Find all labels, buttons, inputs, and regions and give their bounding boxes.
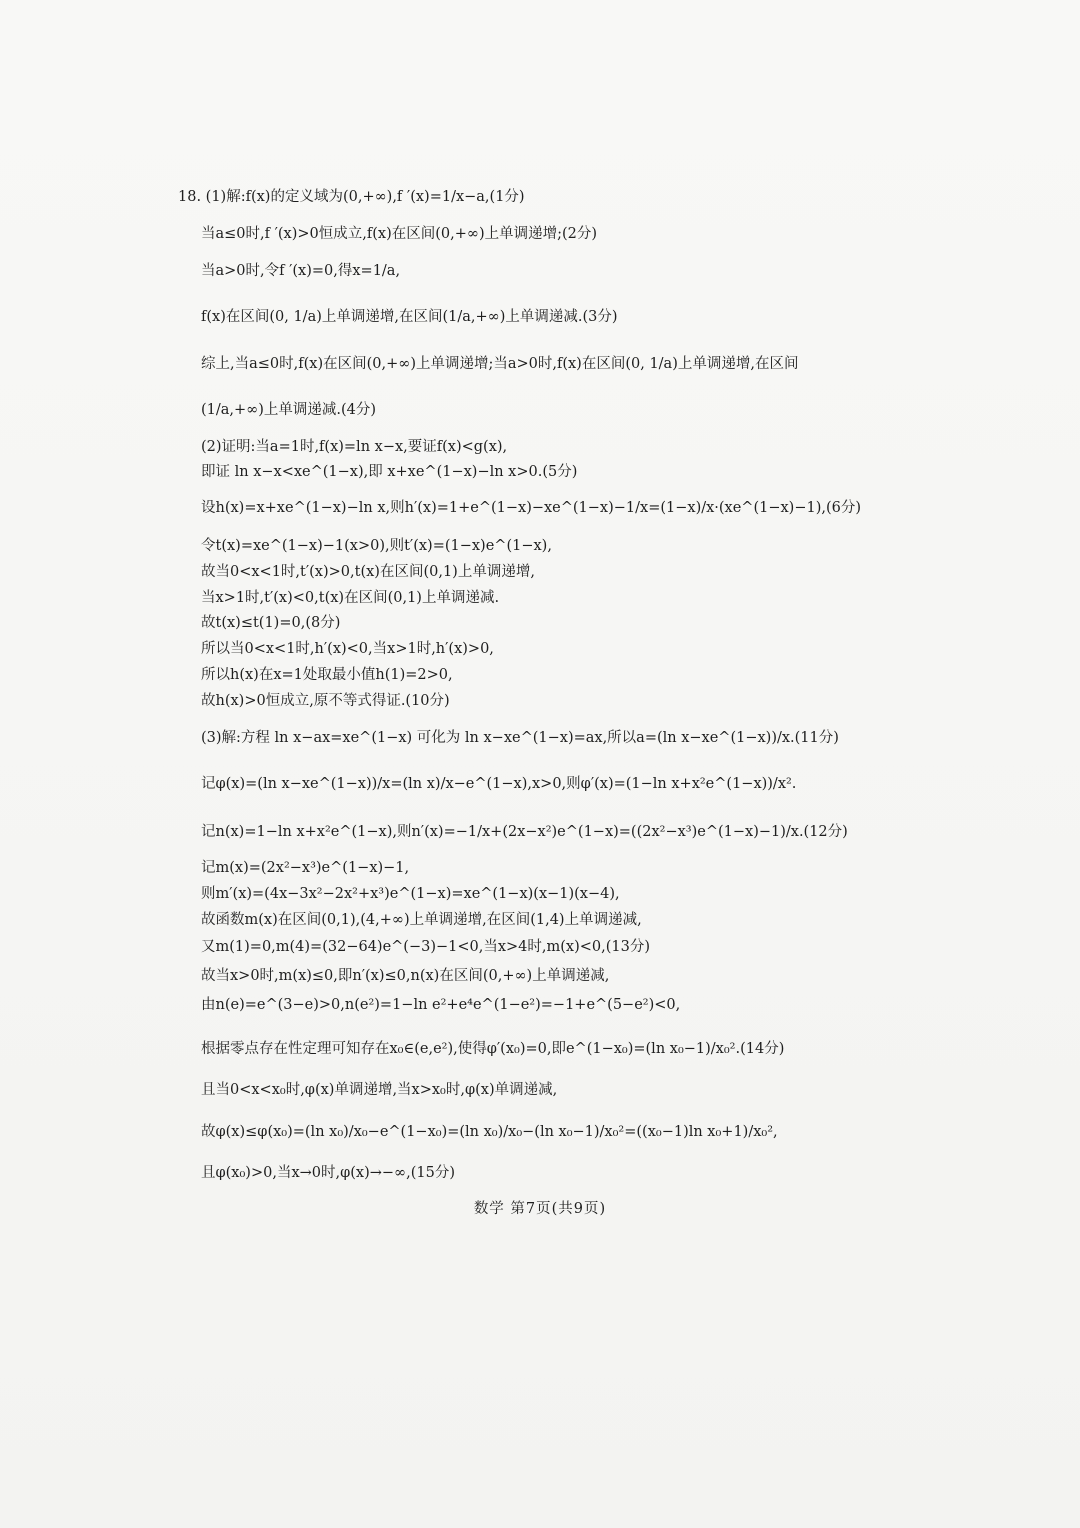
solution-line: 又m(1)=0,m(4)=(32−64)e^(−3)−1<0,当x>4时,m(x)<0,(13分) [201, 939, 651, 955]
solution-line: 根据零点存在性定理可知存在x₀∈(e,e²),使得φ′(x₀)=0,即e^(1−x₀)=(ln x₀−1)/x₀².(14分) [201, 1041, 785, 1057]
solution-line: 故h(x)>0恒成立,原不等式得证.(10分) [201, 693, 450, 709]
solution-line: 记n(x)=1−ln x+x²e^(1−x),则n′(x)=−1/x+(2x−x²)e^(1−x)=((2x²−x³)e^(1−x)−1)/x.(12分) [201, 824, 848, 840]
solution-line: 综上,当a≤0时,f(x)在区间(0,+∞)上单调递增;当a>0时,f(x)在区间(0, 1/a)上单调递增,在区间 [201, 356, 799, 372]
solution-line: 则m′(x)=(4x−3x²−2x²+x³)e^(1−x)=xe^(1−x)(x−1)(x−4), [201, 886, 620, 902]
solution-line: 由n(e)=e^(3−e)>0,n(e²)=1−ln e²+e⁴e^(1−e²)=−1+e^(5−e²)<0, [201, 997, 681, 1013]
solution-line: 设h(x)=x+xe^(1−x)−ln x,则h′(x)=1+e^(1−x)−xe^(1−x)−1/x=(1−x)/x·(xe^(1−x)−1),(6分) [201, 500, 862, 516]
solution-line: 令t(x)=xe^(1−x)−1(x>0),则t′(x)=(1−x)e^(1−x), [201, 538, 552, 554]
solution-line: 所以当0<x<1时,h′(x)<0,当x>1时,h′(x)>0, [201, 641, 494, 657]
page-footer: 数学 第7页(共9页) [473, 1201, 607, 1217]
solution-line: 即证 ln x−x<xe^(1−x),即 x+xe^(1−x)−ln x>0.(5分) [201, 464, 578, 480]
solution-line: 当x>1时,t′(x)<0,t(x)在区间(0,1)上单调递减. [201, 590, 500, 606]
solution-line: 故t(x)≤t(1)=0,(8分) [201, 615, 341, 631]
solution-line: f(x)在区间(0, 1/a)上单调递增,在区间(1/a,+∞)上单调递减.(3分) [201, 309, 618, 325]
solution-line: (1/a,+∞)上单调递减.(4分) [201, 402, 377, 418]
solution-line: 故当0<x<1时,t′(x)>0,t(x)在区间(0,1)上单调递增, [201, 564, 535, 580]
solution-line: 记φ(x)=(ln x−xe^(1−x))/x=(ln x)/x−e^(1−x),x>0,则φ′(x)=(1−ln x+x²e^(1−x))/x². [201, 776, 797, 792]
solution-line: 且φ(x₀)>0,当x→0时,φ(x)→−∞,(15分) [201, 1165, 455, 1181]
solution-line: 所以h(x)在x=1处取最小值h(1)=2>0, [201, 667, 453, 683]
solution-line: 故函数m(x)在区间(0,1),(4,+∞)上单调递增,在区间(1,4)上单调递减, [201, 912, 642, 928]
solution-line: (2)证明:当a=1时,f(x)=ln x−x,要证f(x)<g(x), [201, 439, 508, 455]
solution-line: (3)解:方程 ln x−ax=xe^(1−x) 可化为 ln x−xe^(1−x)=ax,所以a=(ln x−xe^(1−x))/x.(11分) [201, 730, 839, 746]
solution-line: 18. (1)解:f(x)的定义域为(0,+∞),f ′(x)=1/x−a,(1分) [178, 189, 525, 205]
solution-line: 故φ(x)≤φ(x₀)=(ln x₀)/x₀−e^(1−x₀)=(ln x₀)/x₀−(ln x₀−1)/x₀²=((x₀−1)ln x₀+1)/x₀², [201, 1124, 778, 1140]
solution-line: 故当x>0时,m(x)≤0,即n′(x)≤0,n(x)在区间(0,+∞)上单调递减, [201, 968, 610, 984]
solution-line: 且当0<x<x₀时,φ(x)单调递增,当x>x₀时,φ(x)单调递减, [201, 1082, 558, 1098]
solution-line: 记m(x)=(2x²−x³)e^(1−x)−1, [201, 860, 410, 876]
solution-line: 当a≤0时,f ′(x)>0恒成立,f(x)在区间(0,+∞)上单调递增;(2分) [201, 226, 598, 242]
solution-line: 当a>0时,令f ′(x)=0,得x=1/a, [201, 263, 401, 279]
